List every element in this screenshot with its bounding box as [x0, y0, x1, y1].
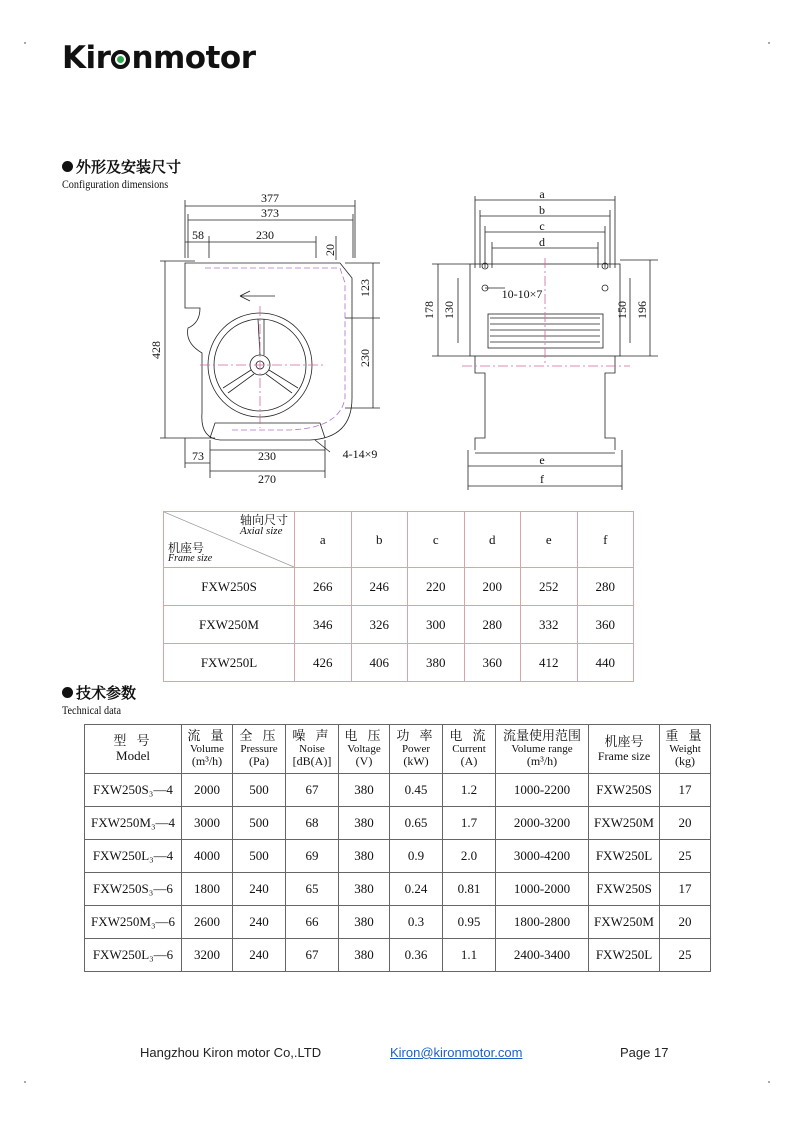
svg-text:373: 373: [261, 206, 279, 220]
footer-page-number: Page 17: [620, 1045, 669, 1060]
header-model: 型 号 Model: [85, 725, 182, 774]
svg-text:377: 377: [261, 191, 279, 205]
table-row: FXW250L₃—4 4000 500 69 380 0.9 2.0 3000-4200 FXW250L 25: [85, 840, 711, 873]
svg-text:c: c: [539, 219, 545, 233]
column-header: e: [521, 512, 578, 568]
table-row: FXW250L 426 406 380 360 412 440: [164, 644, 634, 682]
corner-mark: [768, 42, 770, 44]
corner-mark: [24, 1081, 26, 1083]
svg-text:270: 270: [258, 472, 276, 486]
header-volume: 流 量 Volume (m³/h): [182, 725, 233, 774]
email-link[interactable]: Kiron@kironmotor.com: [390, 1045, 523, 1060]
table-row: FXW250M 346 326 300 280 332 360: [164, 606, 634, 644]
svg-text:230: 230: [358, 349, 372, 367]
table-row: FXW250S 266 246 220 200 252 280: [164, 568, 634, 606]
svg-text:178: 178: [422, 301, 436, 319]
corner-mark: [24, 42, 26, 44]
svg-text:150: 150: [615, 301, 629, 319]
header-power: 功 率 Power (kW): [390, 725, 443, 774]
svg-text:130: 130: [442, 301, 456, 319]
column-header: f: [577, 512, 634, 568]
axial-size-table: [163, 511, 634, 682]
table-row: FXW250S₃—4 2000 500 67 380 0.45 1.2 1000-2200 FXW250S 17: [85, 774, 711, 807]
header-weight: 重 量 Weight (kg): [660, 725, 711, 774]
section-tech-heading: 技术参数 Technical data: [62, 684, 137, 717]
column-header: b: [351, 512, 408, 568]
header-pressure: 全 压 Pressure (Pa): [233, 725, 286, 774]
technical-data-table: [84, 724, 711, 972]
svg-text:4-14×9: 4-14×9: [342, 447, 378, 461]
column-header: a: [295, 512, 352, 568]
column-header: c: [408, 512, 465, 568]
table-header-row: [85, 725, 711, 774]
table-row: FXW250M₃—6 2600 240 66 380 0.3 0.95 1800-2800 FXW250M 20: [85, 906, 711, 939]
svg-text:123: 123: [358, 279, 372, 297]
svg-text:428: 428: [149, 341, 163, 359]
column-header: d: [464, 512, 521, 568]
configuration-drawing: [140, 188, 670, 493]
header-volume-range: 流量使用范围 Volume range (m³/h): [496, 725, 589, 774]
svg-text:e: e: [539, 453, 545, 467]
svg-text:a: a: [539, 188, 545, 201]
svg-text:d: d: [539, 235, 545, 249]
footer-email[interactable]: [390, 1045, 522, 1060]
svg-text:f: f: [540, 472, 544, 486]
bullet-icon: [62, 687, 73, 698]
header-frame-size: 机座号 Frame size: [589, 725, 660, 774]
table-row: FXW250L₃—6 3200 240 67 380 0.36 1.1 2400-3400 FXW250L 25: [85, 939, 711, 972]
svg-text:b: b: [539, 203, 545, 217]
logo-o-icon: [111, 50, 130, 69]
svg-text:10-10×7: 10-10×7: [501, 287, 543, 301]
svg-text:73: 73: [192, 449, 204, 463]
section-config-heading: 外形及安装尺寸 Configuration dimensions: [62, 158, 182, 191]
table-row: FXW250S₃—6 1800 240 65 380 0.24 0.81 1000-2000 FXW250S 17: [85, 873, 711, 906]
corner-mark: [768, 1081, 770, 1083]
header-voltage: 电 压 Voltage (V): [339, 725, 390, 774]
company-logo: Kir nmotor: [62, 40, 256, 76]
svg-text:196: 196: [635, 301, 649, 319]
svg-text:230: 230: [258, 449, 276, 463]
table-corner-cell: 轴向尺寸 Axial size 机座号 Frame size: [164, 512, 295, 568]
header-noise: 噪 声 Noise [dB(A)]: [286, 725, 339, 774]
bullet-icon: [62, 161, 73, 172]
table-row: FXW250M₃—4 3000 500 68 380 0.65 1.7 2000-3200 FXW250M 20: [85, 807, 711, 840]
svg-text:230: 230: [256, 228, 274, 242]
svg-text:20: 20: [323, 244, 337, 256]
header-current: 电 流 Current (A): [443, 725, 496, 774]
svg-text:58: 58: [192, 228, 204, 242]
footer-company: Hangzhou Kiron motor Co,.LTD: [140, 1045, 322, 1060]
